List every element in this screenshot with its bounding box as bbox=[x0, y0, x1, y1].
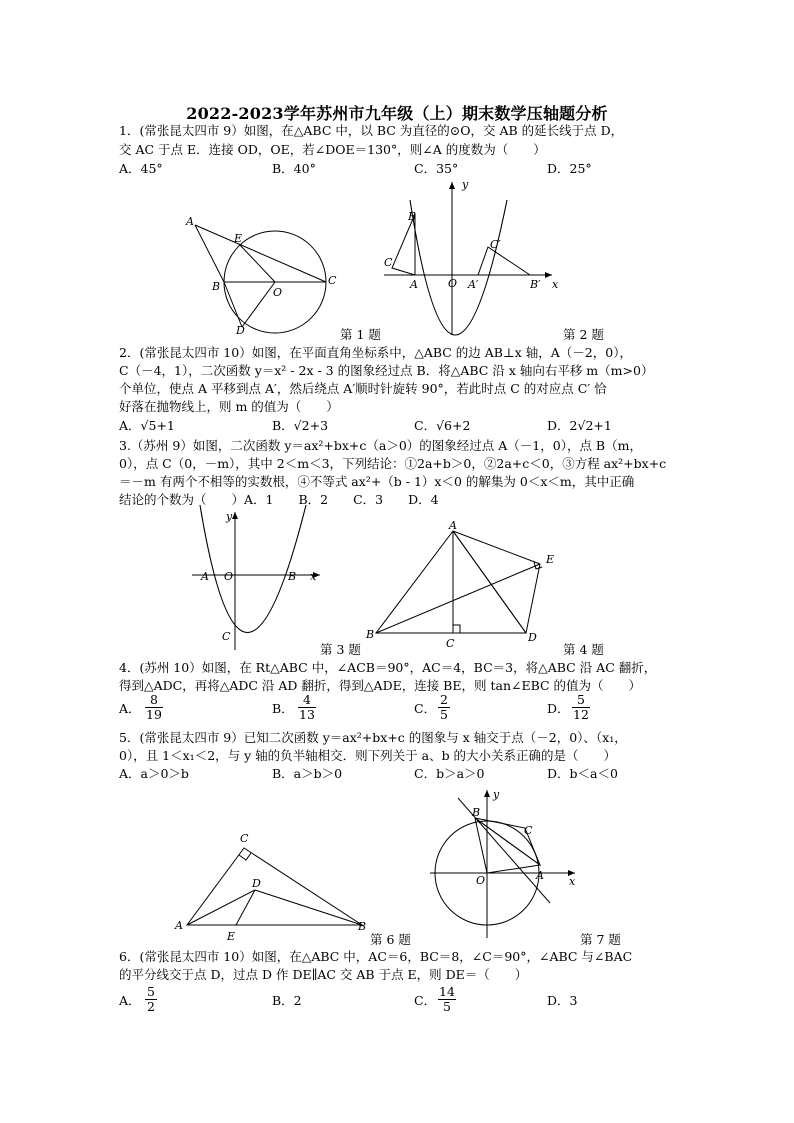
q2-label-c: C bbox=[384, 256, 393, 269]
q7-fig-caption: 第 7 题 bbox=[580, 932, 621, 947]
q6-figure bbox=[172, 830, 372, 943]
q4-option-c-fraction bbox=[438, 693, 450, 722]
q7-label-y: y bbox=[493, 788, 500, 801]
q4-a-denominator: 19 bbox=[146, 707, 162, 722]
q6-label-c: C bbox=[240, 832, 249, 845]
q7-figure bbox=[430, 788, 580, 938]
q6-label-d: D bbox=[252, 877, 261, 890]
q3-label-y: y bbox=[226, 510, 233, 523]
q2-label-o: O bbox=[448, 277, 458, 290]
q1-option-a: A．45° bbox=[119, 161, 163, 176]
q3-label-c: C bbox=[222, 630, 231, 643]
q4-d-numerator: 5 bbox=[577, 692, 585, 707]
q4-figure bbox=[366, 519, 566, 650]
q1-option-c: C．35° bbox=[414, 161, 459, 176]
q1-figure bbox=[180, 212, 340, 342]
q7-label-x: x bbox=[569, 875, 576, 888]
q4-option-d-fraction bbox=[572, 693, 590, 722]
q6-label-a: A bbox=[175, 919, 183, 932]
q1-option-b: B．40° bbox=[272, 161, 316, 176]
q4-line-1: 4．(苏州 10）如图，在 Rt△ABC 中，∠ACB＝90°，AC＝4，BC＝3，将△ABC 沿 AC 翻折， bbox=[119, 660, 657, 675]
q5-option-c: C．b＞a＞0 bbox=[414, 766, 485, 781]
q2-line-1: 2．(常张昆太四市 10）如图，在平面直角坐标系中，△ABC 的边 AB⊥x 轴，A（－2，0）， bbox=[119, 345, 632, 360]
q1-label-b: B bbox=[212, 280, 221, 293]
q2-label-c-prime: C′ bbox=[490, 238, 501, 251]
q3-line-1: 3.（苏州 9）如图，二次函数 y＝ax²+bx+c（a＞0）的图象经过点 A（－1，0），点 B（m， bbox=[119, 438, 642, 453]
q4-option-c: C． bbox=[414, 701, 437, 716]
q4-label-c: C bbox=[446, 637, 455, 650]
q3-line-4: 结论的个数为（ ）A．1 B．2 C．3 D．4 bbox=[119, 492, 439, 507]
q6-option-b: B．2 bbox=[272, 993, 302, 1008]
q6-option-a: A． bbox=[119, 993, 141, 1008]
q7-label-a: A bbox=[536, 869, 544, 882]
q6-line-1: 6．(常张昆太四市 10）如图，在△ABC 中，AC＝6，BC＝8，∠C＝90°，∠ABC 与∠BAC bbox=[119, 949, 633, 964]
q3-label-o: O bbox=[224, 570, 234, 583]
q1-label-a: A bbox=[186, 215, 194, 228]
q6-a-numerator: 5 bbox=[147, 984, 155, 999]
q1-line-2: 交 AC 于点 E．连接 OD，OE，若∠DOE＝130°，则∠A 的度数为（ ） bbox=[119, 142, 546, 157]
q4-fig-caption: 第 4 题 bbox=[563, 642, 604, 657]
q2-figure bbox=[382, 180, 562, 335]
q5-option-d: D．b＜a＜0 bbox=[547, 766, 618, 781]
q2-label-a: A bbox=[410, 278, 418, 291]
q4-line-2: 得到△ADC，再将△ADC 沿 AD 翻折，得到△ADE，连接 BE，则 tan∠EBC 的值为（ ） bbox=[119, 678, 642, 693]
q7-label-b: B bbox=[472, 806, 481, 819]
q4-b-denominator: 13 bbox=[299, 707, 315, 722]
q2-label-y: y bbox=[462, 178, 469, 191]
q6-option-d: D．3 bbox=[547, 993, 578, 1008]
q6-option-a-fraction bbox=[145, 985, 157, 1014]
q2-fig-caption: 第 2 题 bbox=[563, 327, 604, 342]
q2-line-4: 好落在抛物线上，则 m 的值为（ ） bbox=[119, 399, 339, 414]
q4-label-b: B bbox=[366, 628, 375, 641]
q2-line-2: C（－4，1），二次函数 y＝x² - 2x - 3 的图象经过点 B．将△ABC 沿 x 轴向右平移 m（m>0） bbox=[119, 363, 654, 378]
page-title: 2022-2023学年苏州市九年级（上）期末数学压轴题分析 bbox=[186, 104, 608, 123]
q6-fig-caption: 第 6 题 bbox=[370, 932, 411, 947]
q3-fig-caption: 第 3 题 bbox=[320, 642, 361, 657]
q5-option-a: A．a＞0＞b bbox=[119, 766, 189, 781]
q1-label-e: E bbox=[234, 232, 243, 245]
q4-label-d: D bbox=[528, 631, 537, 644]
q7-label-o: O bbox=[476, 874, 486, 887]
q5-option-b: B．a＞b＞0 bbox=[272, 766, 343, 781]
q5-line-2: 0），且 1＜x₁＜2，与 y 轴的负半轴相交．则下列关于 a、b 的大小关系正确的是（ ） bbox=[119, 748, 617, 763]
q2-label-a-prime: A′ bbox=[468, 278, 479, 291]
q7-label-c: C bbox=[524, 824, 533, 837]
q2-label-b: B bbox=[408, 210, 417, 223]
q1-fig-caption: 第 1 题 bbox=[340, 327, 381, 342]
q1-label-c: C bbox=[328, 274, 337, 287]
q2-option-c: C．√6+2 bbox=[414, 418, 471, 433]
q3-label-b: B bbox=[288, 570, 297, 583]
q1-label-o: O bbox=[273, 286, 283, 299]
q2-option-a: A．√5+1 bbox=[119, 418, 175, 433]
q1-option-d: D．25° bbox=[547, 161, 592, 176]
q1-label-d: D bbox=[236, 324, 245, 337]
q4-label-e: E bbox=[546, 553, 555, 566]
q6-a-denominator: 2 bbox=[145, 999, 157, 1014]
q4-option-b: B． bbox=[272, 701, 294, 716]
q2-option-b: B．√2+3 bbox=[272, 418, 329, 433]
q4-option-b-fraction bbox=[298, 693, 316, 722]
q2-option-d: D．2√2+1 bbox=[547, 418, 612, 433]
q6-option-c-fraction bbox=[438, 985, 456, 1014]
q4-option-a: A． bbox=[119, 701, 141, 716]
q2-line-3: 个单位，使点 A 平移到点 A′，然后绕点 A′顺时针旋转 90°，若此时点 C 的对应点 C′ 恰 bbox=[119, 381, 607, 396]
q6-line-2: 的平分线交于点 D，过点 D 作 DE∥AC 交 AB 于点 E，则 DE＝（ ） bbox=[119, 967, 528, 982]
q4-option-a-fraction bbox=[145, 693, 163, 722]
q3-line-2: 0），点 C（0，－m），其中 2＜m＜3，下列结论：①2a+b＞0，②2a+c＜0，③方程 ax²+bx+c bbox=[119, 456, 667, 471]
q4-option-d: D． bbox=[547, 701, 570, 716]
q6-label-b: B bbox=[358, 920, 367, 933]
q4-b-numerator: 4 bbox=[303, 692, 311, 707]
q2-label-b-prime: B′ bbox=[530, 278, 541, 291]
q3-line-3: ＝－m 有两个不相等的实数根，④不等式 ax²+（b - 1）x＜0 的解集为 0＜x＜m，其中正确 bbox=[119, 474, 635, 489]
q1-line-1: 1．(常张昆太四市 9）如图，在△ABC 中，以 BC 为直径的⊙O，交 AB 的延长线于点 D， bbox=[119, 123, 624, 138]
q3-label-x: x bbox=[310, 570, 317, 583]
q5-line-1: 5．(常张昆太四市 9）已知二次函数 y＝ax²+bx+c 的图象与 x 轴交于点（－2，0）、（x₁， bbox=[119, 730, 627, 745]
q4-d-denominator: 12 bbox=[573, 707, 589, 722]
q6-c-numerator: 14 bbox=[439, 984, 455, 999]
q3-label-a: A bbox=[201, 570, 209, 583]
q4-label-a: A bbox=[449, 519, 457, 532]
q4-a-numerator: 8 bbox=[150, 692, 158, 707]
q6-label-e: E bbox=[227, 930, 236, 943]
q4-c-denominator: 5 bbox=[438, 707, 450, 722]
q2-label-x: x bbox=[552, 278, 559, 291]
q6-option-c: C． bbox=[414, 993, 437, 1008]
q6-c-denominator: 5 bbox=[438, 999, 456, 1014]
q4-c-numerator: 2 bbox=[440, 692, 448, 707]
q3-figure bbox=[190, 510, 330, 650]
